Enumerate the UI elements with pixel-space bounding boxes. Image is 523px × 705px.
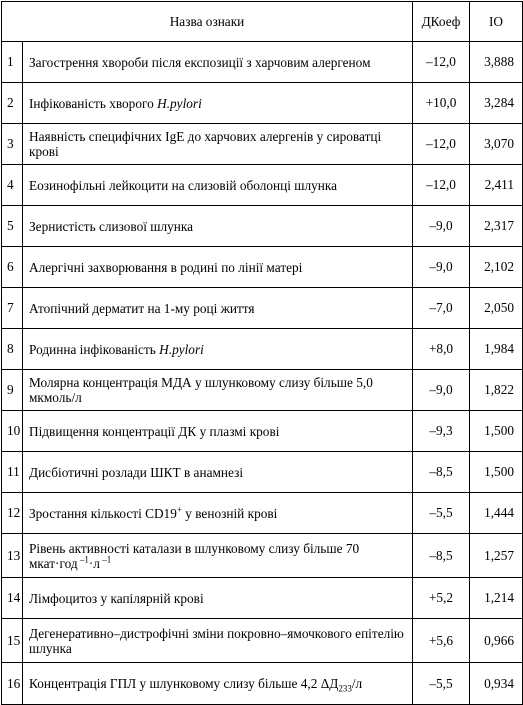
table-row [2,165,523,206]
feature-name-cell [23,370,413,411]
io-value: 1,257 [470,534,523,578]
dkoef-value: –12,0 [413,165,470,206]
feature-name-cell [23,452,413,493]
feature-name-cell [23,493,413,534]
row-number: 7 [2,288,23,329]
dkoef-value: –7,0 [413,288,470,329]
feature-name-text: у венозній крові [181,505,278,521]
feature-name-text: Загострення хвороби після експозиції з харчовим алергеном [29,54,371,70]
feature-name-text: /л [351,676,363,691]
table-row [2,206,523,247]
feature-name-text: Дегенеративно–дистрофічні зміни покровно–ямочкового епітелію шлунка [29,625,404,656]
feature-name-i: H.pylori [159,341,204,357]
feature-name-i: H.pylori [157,95,202,111]
table-row [2,619,523,663]
dkoef-value: –12,0 [413,42,470,83]
io-value: 2,411 [470,165,523,206]
feature-name-cell [23,124,413,165]
table-row [2,578,523,619]
io-value: 0,934 [470,663,523,705]
row-number: 3 [2,124,23,165]
dkoef-value: –9,0 [413,247,470,288]
feature-name-cell [23,206,413,247]
io-value: 3,284 [470,83,523,124]
feature-name-text: Концентрація ГПЛ у шлунковому слизу більше 4,2 ΔД [29,676,339,691]
features-table [1,1,523,705]
feature-name-sub: 233 [338,683,352,694]
row-number: 1 [2,42,23,83]
dkoef-value: –9,0 [413,206,470,247]
io-value: 1,500 [470,452,523,493]
feature-name-cell [23,411,413,452]
feature-name-sup: + [176,504,182,515]
header-feature-name: Назва ознаки [2,2,413,42]
feature-name-text: ·л [88,555,100,571]
feature-name-sup: –1 [99,554,112,565]
table-row [2,493,523,534]
feature-name-text: Атопічний дерматит на 1-му році життя [29,300,255,316]
io-value: 2,317 [470,206,523,247]
io-value: 1,214 [470,578,523,619]
table-row [2,124,523,165]
document-page [0,1,523,700]
table-body [2,42,523,705]
row-number: 9 [2,370,23,411]
io-value: 2,102 [470,247,523,288]
dkoef-value: –9,0 [413,370,470,411]
io-value: 3,070 [470,124,523,165]
row-number: 11 [2,452,23,493]
feature-name-text: Підвищення концентрації ДК у плазмі крові [29,423,280,439]
feature-name-text: Зернистість слизової шлунка [29,218,194,234]
io-value: 1,444 [470,493,523,534]
feature-name-text: Наявність специфічних IgE до харчових алергенів у сироватці крові [29,129,382,159]
feature-name-text: Інфікованість хворого [29,95,158,111]
feature-name-text: Зростання кількості CD19 [29,505,177,521]
row-number: 8 [2,329,23,370]
row-number: 14 [2,578,23,619]
feature-name-text: Алергічні захворювання в родині по лінії матері [29,259,303,275]
io-value: 0,966 [470,619,523,663]
table-row [2,663,523,705]
feature-name-cell [23,329,413,370]
feature-name-cell [23,247,413,288]
feature-name-text: Рівень активності каталази в шлунковому слизу більше 70 мкат·год [29,540,360,571]
feature-name-cell [23,165,413,206]
dkoef-value: –9,3 [413,411,470,452]
row-number: 15 [2,619,23,663]
row-number: 5 [2,206,23,247]
dkoef-value: +5,2 [413,578,470,619]
row-number: 6 [2,247,23,288]
feature-name-cell [23,288,413,329]
row-number: 4 [2,165,23,206]
dkoef-value: +8,0 [413,329,470,370]
io-value: 1,984 [470,329,523,370]
table-row [2,42,523,83]
row-number: 16 [2,663,23,705]
io-value: 3,888 [470,42,523,83]
table-row [2,370,523,411]
io-value: 1,822 [470,370,523,411]
feature-name-text: Еозинофільні лейкоцити на слизовій оболонці шлунка [29,177,338,193]
feature-name-cell [23,619,413,663]
table-row [2,411,523,452]
dkoef-value: –5,5 [413,493,470,534]
feature-name-cell [23,578,413,619]
table-row [2,247,523,288]
dkoef-value: +10,0 [413,83,470,124]
table-header-row [2,2,523,42]
dkoef-value: +5,6 [413,619,470,663]
dkoef-value: –8,5 [413,534,470,578]
row-number: 12 [2,493,23,534]
row-number: 2 [2,83,23,124]
dkoef-value: –8,5 [413,452,470,493]
io-value: 2,050 [470,288,523,329]
feature-name-cell [23,42,413,83]
feature-name-text: Лімфоцитоз у капілярній крові [29,590,204,606]
io-value: 1,500 [470,411,523,452]
table-row [2,83,523,124]
feature-name-cell [23,663,413,705]
table-row [2,329,523,370]
table-row [2,288,523,329]
feature-name-cell [23,83,413,124]
header-dkoef: ДКоеф [413,2,470,42]
table-row [2,534,523,578]
row-number: 13 [2,534,23,578]
feature-name-text: Дисбіотичні розлади ШКТ в анамнезі [29,464,244,480]
dkoef-value: –12,0 [413,124,470,165]
header-io: ІО [470,2,523,42]
feature-name-text: Родинна інфікованість [29,341,160,357]
feature-name-cell [23,534,413,578]
feature-name-text: Молярна концентрація МДА у шлунковому слизу більше 5,0 мкмоль/л [29,375,373,405]
row-number: 10 [2,411,23,452]
dkoef-value: –5,5 [413,663,470,705]
table-row [2,452,523,493]
feature-name-sup: –1 [77,554,89,565]
